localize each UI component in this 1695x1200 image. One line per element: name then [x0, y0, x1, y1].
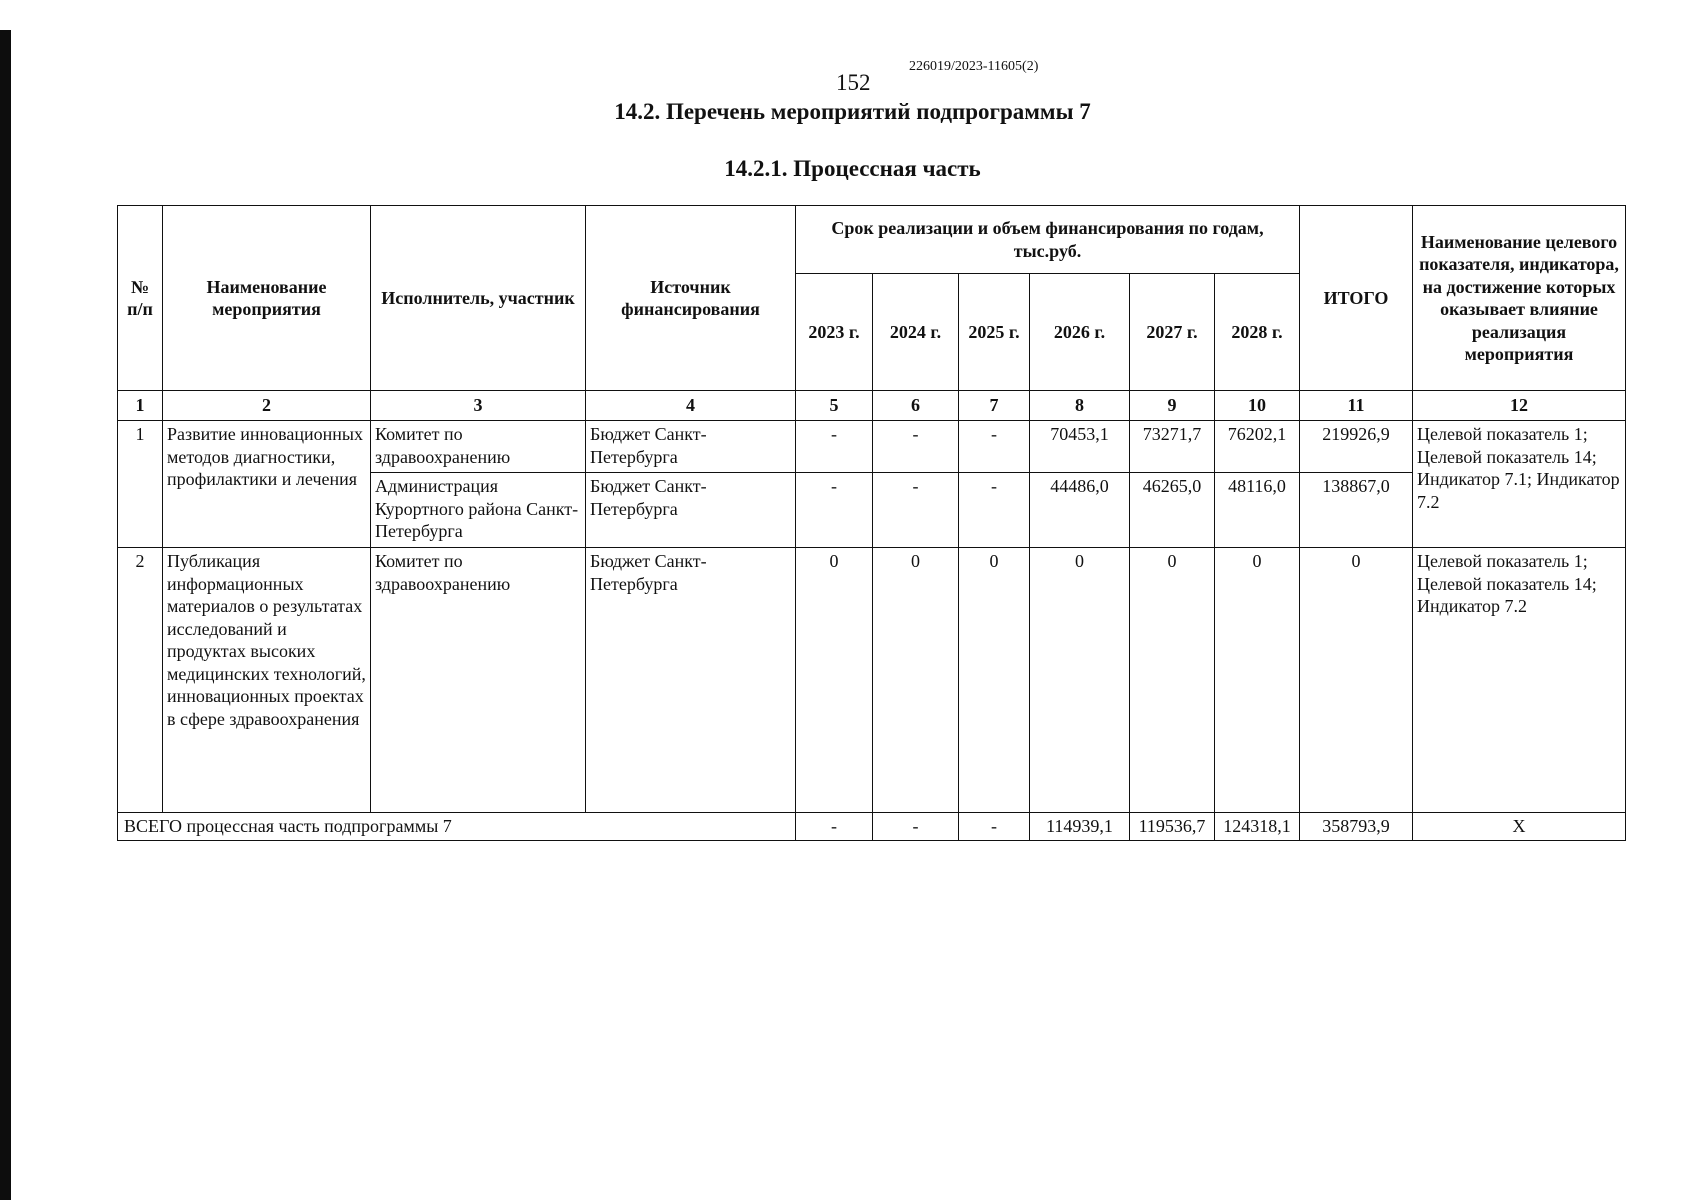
row-total: 138867,0 [1300, 473, 1413, 548]
value-2024: - [873, 473, 959, 548]
column-number: 5 [796, 391, 873, 421]
grand-total-row [118, 813, 1626, 841]
header-year-2028: 2028 г. [1215, 274, 1300, 391]
column-number: 11 [1300, 391, 1413, 421]
grand-total-indicator: Х [1413, 813, 1626, 841]
grand-total-2023: - [796, 813, 873, 841]
executor: Комитет по здравоохранению [371, 548, 586, 813]
grand-total-label: ВСЕГО процессная часть подпрограммы 7 [118, 813, 796, 841]
indicator: Целевой показатель 1; Целевой показатель 14; Индикатор 7.1; Индикатор 7.2 [1413, 421, 1626, 548]
column-number: 12 [1413, 391, 1626, 421]
table-row [118, 548, 1626, 813]
document-id: 226019/2023-11605(2) [909, 59, 1039, 74]
grand-total-sum: 358793,9 [1300, 813, 1413, 841]
value-2025: - [959, 473, 1030, 548]
column-number: 8 [1030, 391, 1130, 421]
value-2025: 0 [959, 548, 1030, 813]
column-number-row [118, 391, 1626, 421]
value-2026: 70453,1 [1030, 421, 1130, 473]
scan-edge-border [0, 30, 11, 1200]
section-subtitle: 14.2.1. Процессная часть [724, 156, 981, 181]
header-executor: Исполнитель, участник [371, 206, 586, 391]
activity-name: Развитие инновационных методов диагностики, профилактики и лечения [163, 421, 371, 548]
column-number: 3 [371, 391, 586, 421]
header-year-2024: 2024 г. [873, 274, 959, 391]
funding-source: Бюджет Санкт-Петербурга [586, 473, 796, 548]
column-number: 10 [1215, 391, 1300, 421]
value-2026: 44486,0 [1030, 473, 1130, 548]
value-2023: 0 [796, 548, 873, 813]
header-year-2026: 2026 г. [1030, 274, 1130, 391]
value-2027: 46265,0 [1130, 473, 1215, 548]
activities-table [117, 205, 1626, 841]
column-number: 2 [163, 391, 371, 421]
executor: Комитет по здравоохранению [371, 421, 586, 473]
value-2028: 0 [1215, 548, 1300, 813]
header-year-2023: 2023 г. [796, 274, 873, 391]
header-year-2025: 2025 г. [959, 274, 1030, 391]
column-number: 9 [1130, 391, 1215, 421]
value-2023: - [796, 421, 873, 473]
column-number: 6 [873, 391, 959, 421]
header-funding-source: Источник финансирования [586, 206, 796, 391]
header-year-2027: 2027 г. [1130, 274, 1215, 391]
value-2024: 0 [873, 548, 959, 813]
value-2023: - [796, 473, 873, 548]
row-number: 2 [118, 548, 163, 813]
column-number: 4 [586, 391, 796, 421]
funding-source: Бюджет Санкт-Петербурга [586, 548, 796, 813]
executor: Администрация Курортного района Санкт-Петербурга [371, 473, 586, 548]
indicator: Целевой показатель 1; Целевой показатель 14; Индикатор 7.2 [1413, 548, 1626, 813]
row-number: 1 [118, 421, 163, 548]
page-number: 152 [836, 70, 871, 95]
column-number: 7 [959, 391, 1030, 421]
table-row [118, 421, 1626, 473]
value-2025: - [959, 421, 1030, 473]
value-2027: 0 [1130, 548, 1215, 813]
row-total: 219926,9 [1300, 421, 1413, 473]
value-2024: - [873, 421, 959, 473]
grand-total-2027: 119536,7 [1130, 813, 1215, 841]
grand-total-2026: 114939,1 [1030, 813, 1130, 841]
activity-name: Публикация информационных материалов о результатах исследований и продуктах высоких медицинских технологий, инновационных проектах в сфере здравоохранения [163, 548, 371, 813]
grand-total-2028: 124318,1 [1215, 813, 1300, 841]
value-2028: 76202,1 [1215, 421, 1300, 473]
grand-total-2025: - [959, 813, 1030, 841]
funding-source: Бюджет Санкт-Петербурга [586, 421, 796, 473]
header-activity-name: Наименование мероприятия [163, 206, 371, 391]
column-number: 1 [118, 391, 163, 421]
header-period-funding: Срок реализации и объем финансирования по годам, тыс.руб. [796, 206, 1300, 274]
header-total: ИТОГО [1300, 206, 1413, 391]
header-num: № п/п [118, 206, 163, 391]
row-total: 0 [1300, 548, 1413, 813]
header-indicator: Наименование целевого показателя, индикатора, на достижение которых оказывает влияние реализация мероприятия [1413, 206, 1626, 391]
page-title: 14.2. Перечень мероприятий подпрограммы 7 [614, 99, 1091, 124]
value-2026: 0 [1030, 548, 1130, 813]
value-2027: 73271,7 [1130, 421, 1215, 473]
value-2028: 48116,0 [1215, 473, 1300, 548]
grand-total-2024: - [873, 813, 959, 841]
